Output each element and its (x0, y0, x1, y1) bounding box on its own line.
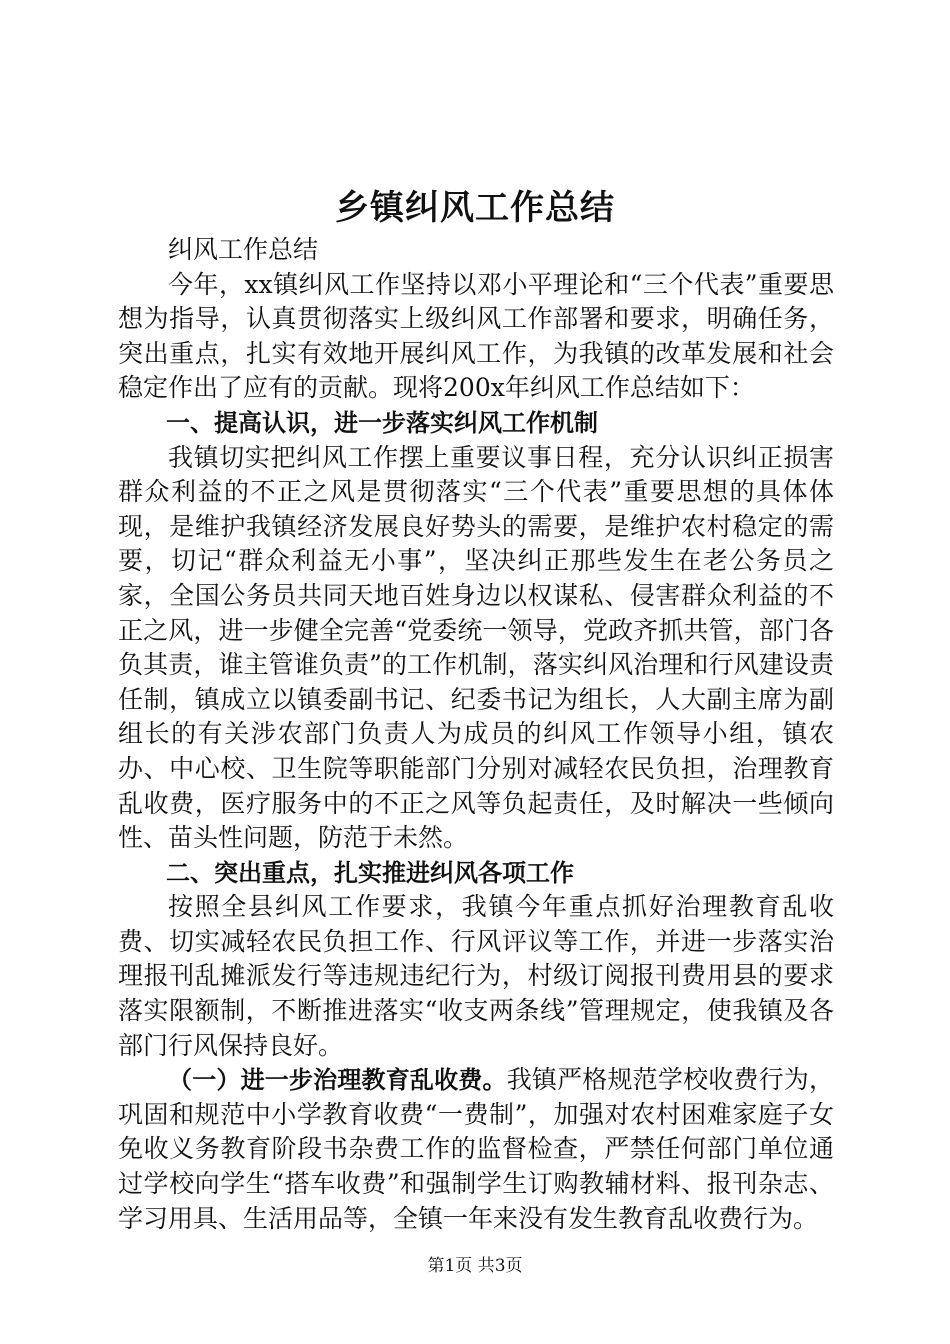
subsection-1-paragraph (118, 1063, 834, 1236)
document-title: 乡镇纠风工作总结 (335, 188, 615, 228)
subsection-1-heading: （一）进一步治理教育乱收费。 (168, 1066, 507, 1095)
intro-paragraph: 今年，xx镇纠风工作坚持以邓小平理论和“三个代表”重要思想为指导，认真贯彻落实上级纠风工作部署和要求，明确任务，突出重点，扎实有效地开展纠风工作，为我镇的改革发展和社会稳定作出了应有的贡献。现将200x年纠风工作总结如下： (118, 269, 834, 403)
section-1-heading: 一、提高认识，进一步落实纠风工作机制 (166, 408, 598, 437)
section-2-paragraph: 按照全县纠风工作要求，我镇今年重点抓好治理教育乱收费、切实减轻农民负担工作、行风评议等工作，并进一步落实治理报刊乱摊派发行等违规违纪行为，村级订阅报刊费用县的要求落实限额制，不断推进落实“收支两条线”管理规定，使我镇及各部门行风保持良好。 (118, 892, 834, 1060)
subsection-1-body: 我镇严格规范学校收费行为，巩固和规范中小学教育收费“一费制”，加强对农村困难家庭子女免收义务教育阶段书杂费工作的监督检查，严禁任何部门单位通过学校向学生“搭车收费”和强制学生订购教辅材料、报刊杂志、学习用具、生活用品等，全镇一年来没有发生教育乱收费行为。 (118, 1065, 834, 1233)
section-2-heading: 二、突出重点，扎实推进纠风各项工作 (166, 858, 574, 887)
section-1-paragraph: 我镇切实把纠风工作摆上重要议事日程，充分认识纠正损害群众利益的不正之风是贯彻落实“三个代表”重要思想的具体体现，是维护我镇经济发展良好势头的需要，是维护农村稳定的需要，切记“群众利益无小事”，坚决纠正那些发生在老公务员之家，全国公务员共同天地百姓身边以权谋私、侵害群众利益的不正之风，进一步健全完善“党委统一领导，党政齐抓共管，部门各负其责，谁主管谁负责”的工作机制，落实纠风治理和行风建设责任制，镇成立以镇委副书记、纪委书记为组长，人大副主席为副组长的有关涉农部门负责人为成员的纠风工作领导小组，镇农办、中心校、卫生院等职能部门分别对减轻农民负担，治理教育乱收费，医疗服务中的不正之风等负起责任，及时解决一些倾向性、苗头性问题，防范于未然。 (118, 442, 834, 853)
document-body (118, 233, 834, 1236)
document-subtitle: 纠风工作总结 (168, 235, 319, 264)
page-footer: 第1页 共3页 (427, 1256, 523, 1276)
